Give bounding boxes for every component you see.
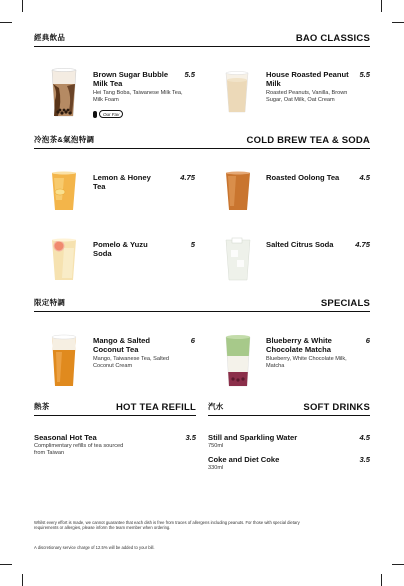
lemon-honey-drink-image [50,170,78,212]
item-name: Mango & Salted Coconut Tea [93,336,150,354]
item-price: 5 [190,240,195,249]
our-fav-badge [93,110,123,118]
crop-mark [381,574,382,586]
item-name: Lemon & Honey Tea [93,173,151,191]
boba-cup-icon [93,111,97,118]
crop-mark [0,564,12,565]
item-price: 4.75 [355,240,370,249]
item-description: Mango, Taiwanese Tea, Salted Coconut Cream [93,356,169,370]
section-header-cold-brew [34,135,370,149]
brown-sugar-drink-image [50,66,78,118]
roasted-oolong-drink-image [224,170,252,212]
item-name: Salted Citrus Soda [266,240,334,249]
peanut-milk-drink-image [224,70,250,114]
section-header-classics [34,33,370,47]
section-title-cn: 汽水 [208,402,224,411]
section-title-cn: 限定特調 [34,298,66,307]
item-price: 4.5 [359,433,370,442]
section-header-soft-drinks [208,402,370,416]
item-name: House Roasted Peanut Milk [266,70,349,88]
section-title-en: SPECIALS [320,298,370,309]
item-description: Complimentary refills of tea sourced from Taiwan [34,443,124,457]
item-name: Roasted Oolong Tea [266,173,340,182]
section-title-cn: 冷泡茶&氣泡特調 [34,135,95,144]
item-name: Brown Sugar Bubble Milk Tea [93,70,169,88]
section-title-en: COLD BREW TEA & SODA [246,135,370,146]
salted-citrus-soda-drink-image [224,236,252,282]
section-header-hot-tea [34,402,196,416]
item-price: 4.5 [359,173,370,182]
item-name: Still and Sparkling Water [208,433,298,442]
item-price: 6 [365,336,370,345]
section-title-cn: 經典飲品 [34,33,66,42]
section-header-specials [34,298,370,312]
item-price: 3.5 [185,433,196,442]
item-name: Pomelo & Yuzu Soda [93,240,148,258]
item-name: Blueberry & White Chocolate Matcha [266,336,332,354]
pomelo-yuzu-drink-image [50,236,78,282]
mango-coconut-drink-image [50,332,78,388]
item-name: Coke and Diet Coke [208,455,280,464]
crop-mark [0,22,12,23]
crop-mark [22,574,23,586]
section-title-cn: 熱茶 [34,402,50,411]
our-fav-label: Our Fav [99,110,123,118]
item-description: 750ml [208,443,224,449]
item-description: 330ml [208,465,224,471]
crop-mark [381,0,382,12]
item-price: 5.5 [359,70,370,79]
item-price: 3.5 [359,455,370,464]
crop-mark [392,22,404,23]
section-title-en: HOT TEA REFILL [115,402,196,413]
allergen-disclaimer: Whilst every effort is made, we cannot guarantee that each dish is free from traces of allergens including peanuts. For those with special dietary requirements or allergies, please inform the team member when ordering. [34,520,300,531]
item-description: Hei Tang Boba, Taiwanese Milk Tea, Milk Foam [93,90,183,104]
item-name: Seasonal Hot Tea [34,433,97,442]
crop-mark [22,0,23,12]
item-price: 6 [190,336,195,345]
section-title-en: BAO CLASSICS [295,33,370,44]
service-charge-note: A discretionary service charge of 12.5% will be added to your bill. [34,545,155,550]
item-description: Roasted Peanuts, Vanilla, Brown Sugar, Oat Milk, Oat Cream [266,90,348,104]
section-title-en: SOFT DRINKS [303,402,370,413]
crop-mark [392,564,404,565]
item-price: 5.5 [184,70,195,79]
item-description: Blueberry, White Chocolate Milk, Matcha [266,356,347,370]
item-price: 4.75 [180,173,195,182]
blueberry-matcha-drink-image [224,332,252,388]
